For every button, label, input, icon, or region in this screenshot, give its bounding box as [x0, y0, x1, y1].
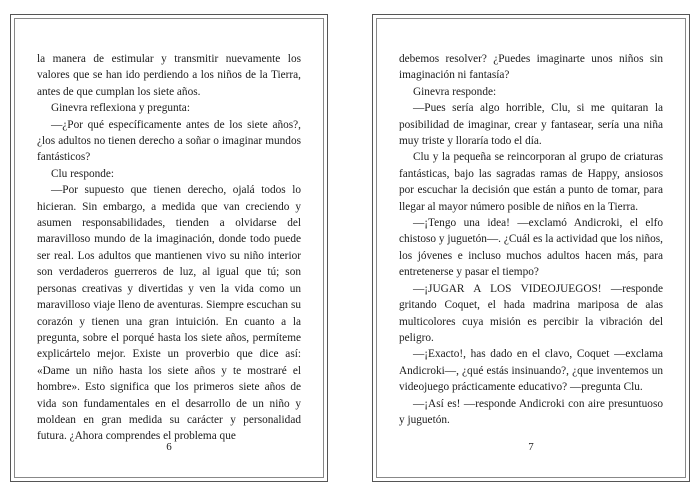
- left-page-text: [37, 51, 301, 445]
- right-page: [372, 14, 690, 482]
- page-number: 6: [166, 441, 172, 453]
- paragraph: —¡Así es! —responde Andicroki con aire presuntuoso y juguetón.: [399, 397, 663, 426]
- paragraph: la manera de estimular y transmitir nuevamente los valores que se han ido perdiendo a los niños de la Tierra, antes de que cumplan los siete años.: [37, 53, 301, 98]
- left-page: [10, 14, 328, 482]
- paragraph: Clu responde:: [51, 167, 115, 180]
- paragraph: —¡Tengo una idea! —exclamó Andicroki, el elfo chistoso y juguetón—. ¿Cuál es la actividad que los niños, los jóvenes e incluso muchos adultos hacen más, para entretenerse y pasar el tiempo?: [399, 217, 663, 279]
- paragraph: —Por supuesto que tienen derecho, ojalá todos lo hicieran. Sin embargo, a medida que van creciendo y asumen responsabilidades, tienden a olvidarse del maravilloso mundo de la imaginación, donde todo puede ser real. Los adultos que mantienen vivo su niño interior son verdaderos guerreros de luz, al igual que tú; son personas creativas y divertidas y ven la vida como un maravilloso viaje lleno de aventuras. Siempre escuchan su corazón y tienen una gran intuición. En cuanto a la pregunta, sobre el porqué hasta los siete años, permíteme explicártelo mejor. Existe un proverbio que dice así: «Dame un niño hasta los siete años y te mostraré el hombre». Esto significa que los primeros siete años de vida son fundamentales en el desarrollo de un niño y moldean en gran medida su carácter y personalidad futura. ¿Ahora comprendes el problema que: [37, 184, 301, 443]
- paragraph: Ginevra responde:: [413, 85, 497, 98]
- paragraph: Clu y la pequeña se reincorporan al grupo de criaturas fantásticas, bajo las sagradas ramas de Happy, ansiosos por escuchar la decisión que están a punto de tomar, para llegar al mayor número posible de niños en la Tierra.: [399, 151, 663, 213]
- paragraph: —¡JUGAR A LOS VIDEOJUEGOS! —responde gritando Coquet, el hada madrina mariposa de alas multicolores cuya misión es percibir la vibración del peligro.: [399, 282, 663, 344]
- paragraph: —¡Exacto!, has dado en el clavo, Coquet —exclama Andicroki—, ¿qué estás insinuando?, ¿que inventemos un videojuego prácticamente educativo? —pregunta Clu.: [399, 348, 663, 394]
- paragraph: Ginevra reflexiona y pregunta:: [51, 102, 190, 115]
- paragraph: —Pues sería algo horrible, Clu, si me quitaran la posibilidad de imaginar, crear y fantasear, sería una niña muy triste y lloraría todo el día.: [399, 102, 663, 148]
- paragraph: debemos resolver? ¿Puedes imaginarte unos niños sin imaginación ni fantasía?: [399, 53, 663, 82]
- right-page-text: [399, 51, 663, 428]
- paragraph: —¿Por qué específicamente antes de los siete años?, ¿los adultos no tienen derecho a soñar o imaginar mundos fantásticos?: [37, 118, 301, 164]
- page-number: 7: [528, 441, 534, 453]
